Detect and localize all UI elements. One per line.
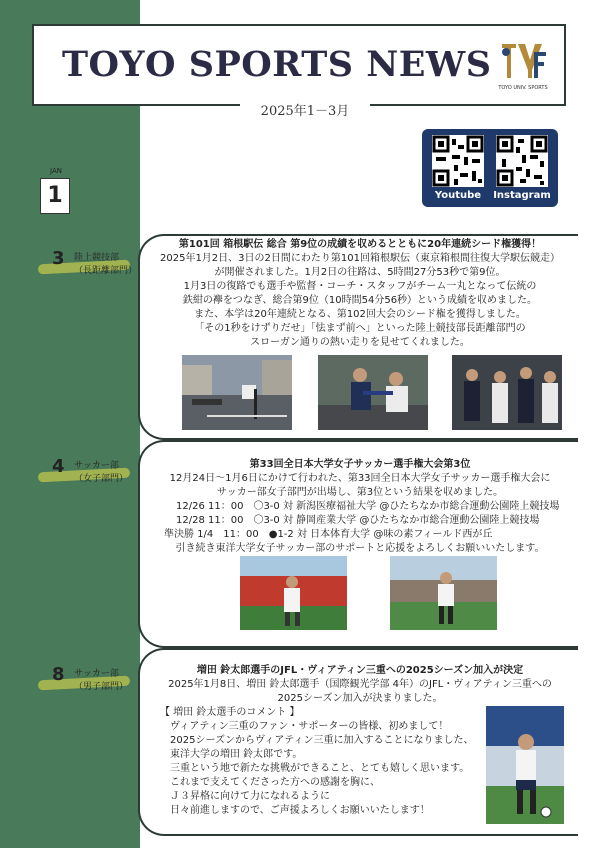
- category-division: （男子部門）: [74, 682, 129, 692]
- month-tag: [40, 167, 70, 214]
- photo-womens-player-field: [390, 556, 497, 630]
- category-name: サッカー部: [74, 461, 119, 471]
- article-womens-soccer: 第33回全日本大学女子サッカー選手権大会第3位 12月24日～1月6日にかけて行われた、第33回全日本大学女子サッカー選手権大会に サッカー部女子部門が出場し、第3位という結果を収めました。 12/26 11：00 〇3-0 対 新潟医療福祉大学 @ひたちなか市総合運動公園陸上競技場 12/28 11：00 〇3-0 対 静岡産業大学 @ひたちなか市総合運動公園陸上競技場 準決勝 1/4 11：00 ●1-2 対 日本体育大学 @味の素フィールド西が丘 引き続き東洋大学女子サッカー部のサポートと応援をよろしくお願いいたします。: [150, 458, 570, 556]
- qr-codes-panel: [422, 129, 558, 207]
- category-division: （女子部門）: [74, 474, 129, 484]
- issue-date: 2025年1－3月: [240, 100, 370, 119]
- category-number: 3: [52, 248, 65, 269]
- category-number: 4: [52, 456, 65, 477]
- youtube-qr-code-icon[interactable]: [432, 135, 484, 187]
- headline: 増田 鈴太郎選手のJFL・ヴィアティン三重への2025シーズン加入が決定: [196, 665, 524, 676]
- month-number: 1: [47, 183, 63, 208]
- photo-mens-player: [486, 706, 564, 824]
- photo-womens-player-stadium: [240, 556, 347, 630]
- youtube-label: Youtube: [434, 190, 482, 201]
- article-track: 第101回 箱根駅伝 総合 第9位の成績を収めるとともに20年連続シード権獲得！ 2025年1月2日、3日の2日間にわたり第101回箱根駅伝（東京箱根間往復大学駅伝競走） が開催されました。1月2日の往路は、5時間27分53秒で第9位。 1月3日の復路でも選手や監督・コーチ・スタッフがチーム一丸となって伝統の 鉄紺の襷をつなぎ、総合第9位（10時間54分56秒）という成績を収めました。 また、本学は20年連続となる、第102回大会のシード権を獲得しました。 「その1秒をけずりだせ」「怯まず前へ」といった陸上競技部長距離部門の スローガン通りの熱い走りを見せてくれました。: [150, 238, 570, 350]
- headline: 第101回 箱根駅伝 総合 第9位の成績を収めるとともに20年連続シード権獲得！: [178, 239, 542, 250]
- photo-ekiden-road: [182, 355, 292, 430]
- category-name: 陸上競技部: [74, 253, 120, 263]
- photo-sash-handoff: [318, 355, 428, 430]
- category-division: （長距離部門）: [74, 266, 138, 276]
- page-title: TOYO SPORTS NEWS: [62, 44, 492, 85]
- category-number: 8: [52, 664, 65, 685]
- player-comment: 【 増田 鈴太選手のコメント 】 ヴィアティン三重のファン・サポーターの皆様、初めまして！ 2025シーズンからヴィアティン三重に加入することになりました、 東洋大学の増田 鈴太郎です。 三重という地で新たな挑戦ができること、とても嬉しく思います。 これまで支えてくださった方への感謝を胸に、 Ｊ３昇格に向けて力になれるように 日々前進しますので、ご声援よろしくお願いいたします！: [160, 706, 480, 818]
- green-sidebar: [0, 0, 140, 848]
- month-name: JAN: [50, 167, 62, 175]
- headline: 第33回全日本大学女子サッカー選手権大会第3位: [249, 459, 471, 470]
- category-name: サッカー部: [74, 669, 119, 679]
- toyo-logo: [494, 38, 552, 96]
- toyo-logo-mark-icon: [494, 38, 552, 84]
- logo-caption: TOYO UNIV. SPORTS: [498, 85, 548, 91]
- article-mens-soccer: 増田 鈴太郎選手のJFL・ヴィアティン三重への2025シーズン加入が決定 2025年1月8日、増田 鈴太郎選手（国際観光学部 4年）のJFL・ヴィアティン三重への 2025シーズン加入が決まりました。: [150, 664, 570, 706]
- instagram-label: Instagram: [493, 190, 551, 201]
- comment-title: 【 増田 鈴太選手のコメント 】: [160, 707, 300, 718]
- photo-team-celebration: [452, 355, 562, 430]
- instagram-qr-code-icon[interactable]: [496, 135, 548, 187]
- masthead: [32, 24, 566, 106]
